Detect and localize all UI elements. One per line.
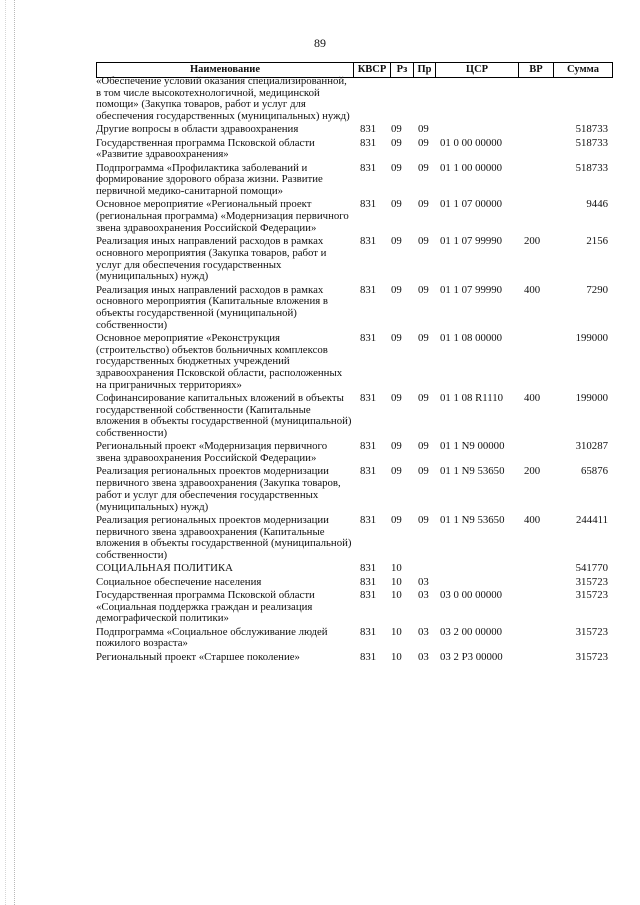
- row-name: Софинансирование капитальных вложений в объекты государственной собственности (Капитальные вложения в объекты государственной (муниципальной) собственности): [96, 392, 352, 440]
- row-kvsr: 831: [360, 562, 377, 575]
- header-vr: ВР: [518, 63, 553, 77]
- scan-edge-line: [5, 0, 7, 905]
- row-pr: 03: [418, 625, 429, 638]
- row-sum: 310287: [575, 440, 608, 453]
- table-row: [96, 236, 611, 283]
- row-rz: 10: [391, 575, 402, 588]
- row-name: Реализация иных направлений расходов в рамках основного мероприятия (Капитальные вложения в объекты государственной (муниципальной) собственности): [96, 283, 329, 331]
- row-csr: 01 1 08 R1110: [440, 392, 504, 405]
- row-rz: 09: [391, 513, 402, 526]
- row-csr: 03 2 P3 00000: [440, 650, 503, 663]
- row-csr: 01 1 07 99990: [440, 283, 503, 296]
- table-row: [96, 124, 611, 136]
- row-kvsr: 831: [360, 513, 377, 526]
- row-sum: 7290: [586, 283, 608, 296]
- row-name: Реализация иных направлений расходов в рамках основного мероприятия (Закупка товаров, работ и услуг для обеспечения государственных (муниципальных) нужд): [96, 235, 327, 283]
- table-body: [96, 76, 611, 665]
- table-row: [96, 577, 611, 589]
- row-kvsr: 831: [360, 392, 377, 405]
- row-rz: 09: [391, 392, 402, 405]
- row-sum: 315723: [575, 588, 608, 601]
- row-sum: 518733: [575, 161, 608, 174]
- table-row: [96, 627, 611, 650]
- row-kvsr: 831: [360, 235, 377, 248]
- row-kvsr: 831: [360, 161, 377, 174]
- header-name: Наименование: [190, 64, 260, 75]
- page-number: 89: [314, 36, 326, 50]
- row-pr: 09: [418, 283, 429, 296]
- row-sum: 65876: [581, 465, 608, 478]
- row-pr: 09: [418, 331, 429, 344]
- row-name: СОЦИАЛЬНАЯ ПОЛИТИКА: [96, 562, 233, 575]
- row-name: Реализация региональных проектов модернизации первичного звена здравоохранения (Капитальные вложения в объекты государственной (муниципальной) собственности): [96, 513, 352, 561]
- table-row: [96, 515, 611, 562]
- row-pr: 09: [418, 136, 429, 149]
- row-csr: 01 1 07 99990: [440, 235, 503, 248]
- row-kvsr: 831: [360, 588, 377, 601]
- row-rz: 10: [391, 588, 402, 601]
- row-csr: 01 1 N9 00000: [440, 440, 505, 453]
- row-csr: 01 1 07 00000: [440, 198, 503, 211]
- row-name: Другие вопросы в области здравоохранения: [96, 123, 299, 136]
- table-row: [96, 333, 611, 392]
- table-row: [96, 138, 611, 161]
- row-sum: 315723: [575, 625, 608, 638]
- row-csr: 01 0 00 00000: [440, 136, 503, 149]
- row-sum: 315723: [575, 575, 608, 588]
- header-sum: Сумма: [553, 63, 612, 77]
- row-rz: 10: [391, 625, 402, 638]
- row-pr: 03: [418, 588, 429, 601]
- row-pr: 03: [418, 575, 429, 588]
- row-csr: 01 1 00 00000: [440, 161, 503, 174]
- table-row: [96, 163, 611, 198]
- row-csr: 03 2 00 00000: [440, 625, 503, 638]
- table-row: [96, 76, 611, 123]
- row-sum: 315723: [575, 650, 608, 663]
- row-rz: 09: [391, 161, 402, 174]
- row-kvsr: 831: [360, 136, 377, 149]
- row-name: Государственная программа Псковской области «Развитие здравоохранения»: [96, 136, 315, 161]
- row-pr: 09: [418, 198, 429, 211]
- table-row: [96, 652, 611, 664]
- row-name: Подпрограмма «Социальное обслуживание людей пожилого возраста»: [96, 625, 328, 650]
- row-pr: 09: [418, 465, 429, 478]
- row-sum: 518733: [575, 136, 608, 149]
- row-rz: 09: [391, 331, 402, 344]
- row-csr: 01 1 N9 53650: [440, 465, 505, 478]
- row-rz: 09: [391, 198, 402, 211]
- table-row: [96, 393, 611, 440]
- row-vr: 200: [524, 465, 541, 478]
- row-sum: 244411: [576, 513, 608, 526]
- header-kvsr: КВСР: [353, 63, 390, 77]
- row-kvsr: 831: [360, 331, 377, 344]
- row-csr: 01 1 08 00000: [440, 331, 503, 344]
- row-pr: 09: [418, 513, 429, 526]
- row-rz: 09: [391, 465, 402, 478]
- scan-margin-line: [14, 0, 16, 905]
- row-rz: 09: [391, 283, 402, 296]
- row-pr: 09: [418, 123, 429, 136]
- row-sum: 541770: [575, 562, 608, 575]
- row-vr: 400: [524, 513, 541, 526]
- table-row: [96, 590, 611, 625]
- row-vr: 400: [524, 283, 541, 296]
- row-rz: 09: [391, 440, 402, 453]
- row-name: Государственная программа Псковской области «Социальная поддержка граждан и реализация демографической политики»: [96, 588, 315, 625]
- row-rz: 09: [391, 235, 402, 248]
- row-rz: 09: [391, 123, 402, 136]
- row-kvsr: 831: [360, 575, 377, 588]
- row-sum: 9446: [586, 198, 608, 211]
- row-pr: 03: [418, 650, 429, 663]
- row-csr: 03 0 00 00000: [440, 588, 503, 601]
- row-kvsr: 831: [360, 198, 377, 211]
- header-pr: Пр: [413, 63, 435, 77]
- row-rz: 09: [391, 136, 402, 149]
- row-name: Социальное обеспечение населения: [96, 575, 262, 588]
- row-pr: 09: [418, 235, 429, 248]
- table-row: [96, 563, 611, 575]
- row-sum: 518733: [575, 123, 608, 136]
- row-rz: 10: [391, 562, 402, 575]
- row-kvsr: 831: [360, 440, 377, 453]
- row-name: Региональный проект «Старшее поколение»: [96, 650, 300, 663]
- row-name: «Обеспечение условий оказания специализированной, в том числе высокотехнологичной, медицинской помощи» (Закупка товаров, работ и услуг для обеспечения государственных (муниципальных) нужд): [96, 75, 350, 123]
- row-name: Основное мероприятие «Реконструкция (строительство) объектов больничных комплексов государственных бюджетных учреждений здравоохранения Псковской области, расположенных на приграничных территориях»: [96, 331, 343, 391]
- row-sum: 2156: [586, 235, 608, 248]
- row-csr: 01 1 N9 53650: [440, 513, 505, 526]
- table-row: [96, 199, 611, 234]
- row-kvsr: 831: [360, 283, 377, 296]
- row-kvsr: 831: [360, 625, 377, 638]
- header-rz: Рз: [390, 63, 413, 77]
- table-row: [96, 441, 611, 464]
- row-sum: 199000: [575, 392, 608, 405]
- table-row: [96, 466, 611, 513]
- row-rz: 10: [391, 650, 402, 663]
- row-vr: 400: [524, 392, 541, 405]
- row-name: Основное мероприятие «Региональный проект (региональная программа) «Модернизация первичного звена здравоохранения Российской Федерации»: [96, 198, 349, 234]
- row-pr: 09: [418, 161, 429, 174]
- row-name: Подпрограмма «Профилактика заболеваний и формирование здорового образа жизни. Развитие первичной медико-санитарной помощи»: [96, 161, 323, 198]
- table-row: [96, 285, 611, 332]
- row-name: Региональный проект «Модернизация первичного звена здравоохранения Российской Федерации»: [96, 440, 328, 465]
- row-kvsr: 831: [360, 465, 377, 478]
- row-kvsr: 831: [360, 123, 377, 136]
- row-pr: 09: [418, 392, 429, 405]
- row-sum: 199000: [575, 331, 608, 344]
- row-pr: 09: [418, 440, 429, 453]
- row-vr: 200: [524, 235, 541, 248]
- row-name: Реализация региональных проектов модернизации первичного звена здравоохранения (Закупка товаров, работ и услуг для обеспечения государственных (муниципальных) нужд): [96, 465, 341, 513]
- row-kvsr: 831: [360, 650, 377, 663]
- header-csr: ЦСР: [435, 63, 518, 77]
